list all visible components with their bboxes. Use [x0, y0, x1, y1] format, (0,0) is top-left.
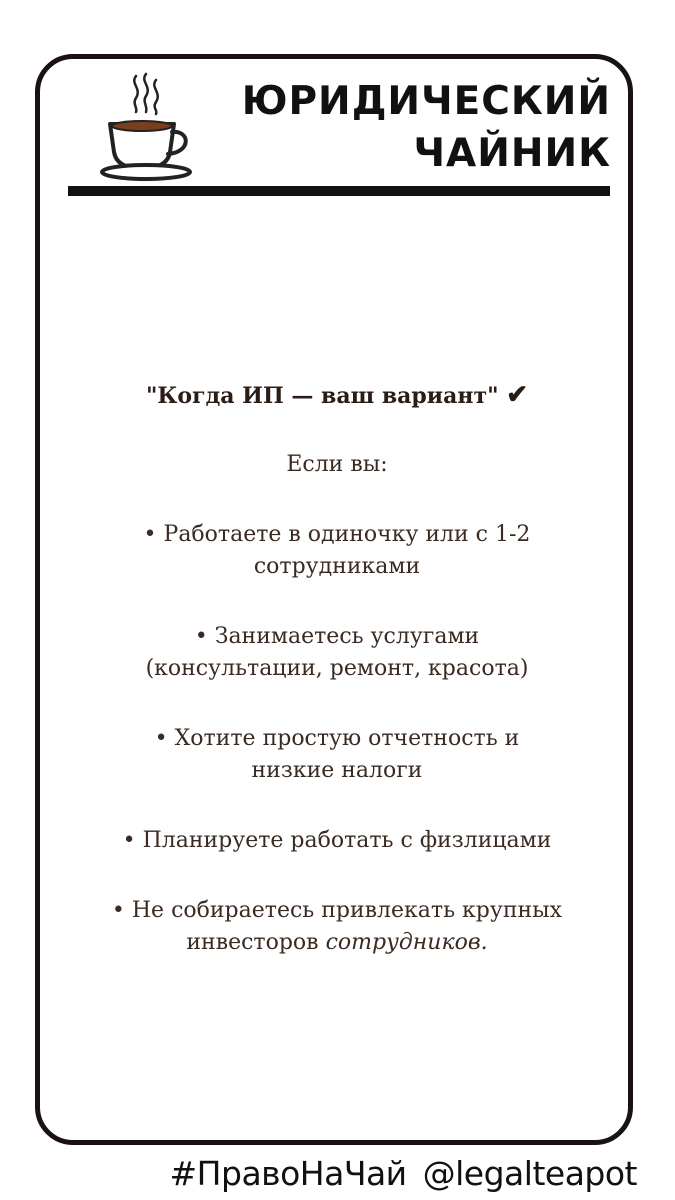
post-heading: [62, 380, 612, 411]
hashtag[interactable]: #ПравоНаЧай: [169, 1154, 407, 1193]
list-item: [62, 723, 612, 787]
list-item: [62, 825, 612, 857]
list-item-italic-text: сотрудников.: [325, 930, 488, 955]
brand-title-line1: ЮРИДИЧЕСКИЙ: [241, 79, 611, 124]
list-item: [62, 621, 612, 685]
header-divider: [68, 186, 610, 196]
teacup-icon: [100, 72, 200, 184]
list-item-line: низкие налоги: [251, 758, 423, 783]
list-item-line: [62, 927, 612, 959]
list-item-text: инвесторов: [186, 930, 326, 955]
list-item: [62, 895, 612, 959]
checkmark-icon: ✔: [506, 380, 529, 410]
list-item-line: • Хотите простую отчетность и: [154, 726, 520, 751]
list-item-line: • Планируете работать с физлицами: [122, 828, 552, 853]
footer: [170, 1152, 637, 1196]
account-handle[interactable]: @legalteapot: [422, 1154, 637, 1193]
list-item-line: • Занимаетесь услугами: [194, 624, 480, 649]
post-heading-text: "Когда ИП — ваш вариант": [145, 383, 499, 409]
brand-title: [191, 76, 611, 180]
list-item-line: • Не собираетесь привлекать крупных: [111, 898, 563, 923]
post-content: [62, 380, 612, 997]
intro-text: Если вы:: [286, 452, 388, 477]
list-item-line: сотрудниками: [253, 554, 421, 579]
list-item: [62, 519, 612, 583]
brand-title-line2: ЧАЙНИК: [413, 131, 611, 176]
list-item-line: (консультации, ремонт, красота): [145, 656, 529, 681]
list-item-line: • Работаете в одиночку или с 1-2: [143, 522, 531, 547]
